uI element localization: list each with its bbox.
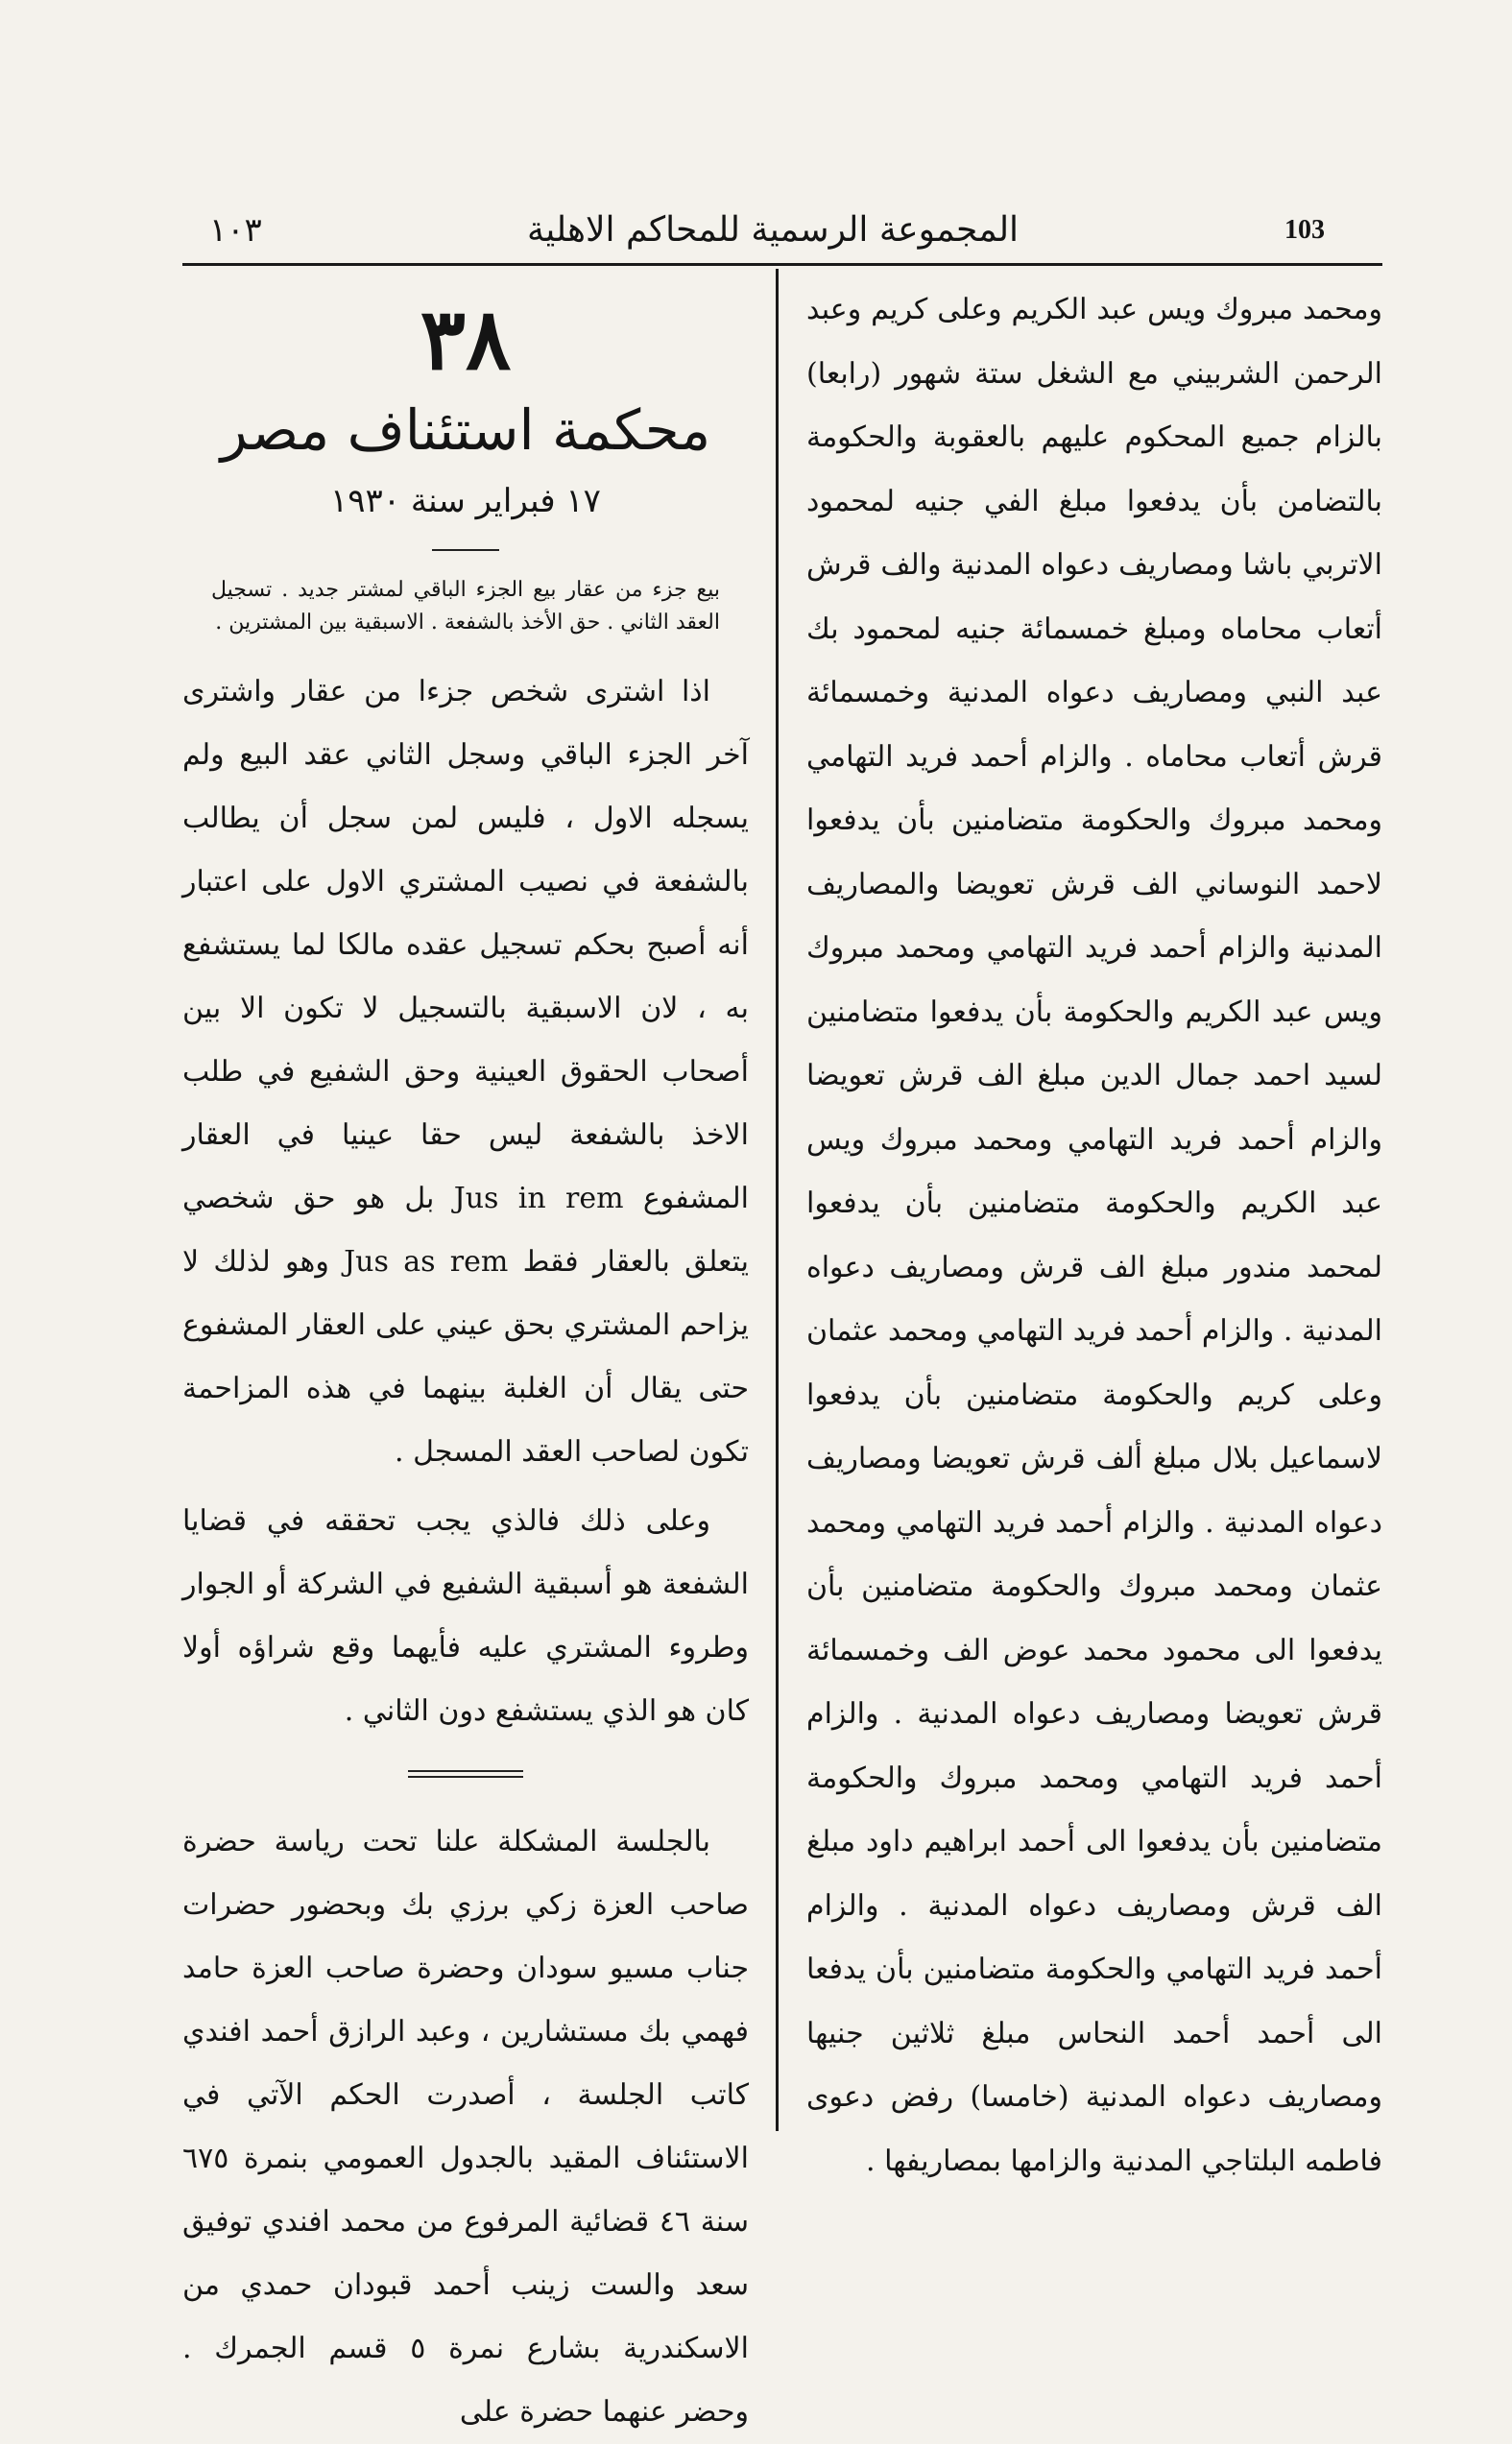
- legal-principle: [182, 660, 749, 1743]
- case-summary: بيع جزء من عقار بيع الجزء الباقي لمشتر جديد . تسجيل العقد الثاني . حق الأخذ بالشفعة . الاسبقية بين المشترين .: [211, 578, 720, 635]
- page-number-arabic: ١٠٣: [209, 211, 262, 250]
- judgment-paragraph: ومحمد مبروك ويس عبد الكريم وعلى كريم وعبد الرحمن الشربيني مع الشغل ستة شهور (رابعا) بالزام جميع المحكوم عليهم بالعقوبة والحكومة بالتضامن بأن يدفعوا مبلغ الفي جنيه لمحمود الاتربي باشا ومصاريف دعواه المدنية والف قرش أتعاب محاماه ومبلغ خمسمائة جنيه لمحمود بك عبد النبي ومصاريف دعواه المدنية وخمسمائة قرش أتعاب محاماه . والزام أحمد فريد التهامي ومحمد مبروك والحكومة متضامنين بأن يدفعوا لاحمد النوساني الف قرش تعويضا والمصاريف المدنية والزام أحمد فريد التهامي ومحمد مبروك ويس عبد الكريم والحكومة بأن يدفعوا متضامنين لسيد احمد جمال الدين مبلغ الف قرش تعويضا والزام أحمد فريد التهامي ومحمد مبروك ويس عبد الكريم والحكومة متضامنين بأن يدفعوا لمحمد مندور مبلغ الف قرش ومصاريف دعواه المدنية . والزام أحمد فريد التهامي ومحمد عثمان وعلى كريم والحكومة متضامنين بأن يدفعوا لاسماعيل بلال مبلغ ألف قرش تعويضا ومصاريف دعواه المدنية . والزام أحمد فريد التهامي ومحمد عثمان ومحمد مبروك والحكومة متضامنين بأن يدفعوا الى محمود محمد عوض الف وخمسمائة قرش تعويضا ومصاريف دعواه المدنية . والزام أحمد فريد التهامي ومحمد مبروك والحكومة متضامنين بأن يدفعوا الى أحمد ابراهيم داود مبلغ الف قرش ومصاريف دعواه المدنية . والزام أحمد فريد التهامي والحكومة متضامنين بأن يدفعا الى أحمد أحمد النحاس مبلغ ثلاثين جنيها ومصاريف دعواه المدنية (خامسا) رفض دعوى فاطمه البلتاجي المدنية والزامها بمصاريفها .: [806, 293, 1382, 2178]
- column-divider: [776, 269, 779, 2131]
- judgment-text: [806, 278, 1382, 2193]
- page-number: 103: [1284, 215, 1325, 245]
- session-record: [182, 1810, 749, 2444]
- court-name: محكمة استئناف مصر: [220, 397, 711, 463]
- principle-paragraph: وعلى ذلك فالذي يجب تحققه في قضايا الشفعة هو أسبقية الشفيع في الشركة أو الجوار وطروء المشتري عليه فأيهما وقع شراؤه أولا كان هو الذي يستشفع دون الثاني .: [182, 1504, 749, 1728]
- session-paragraph: بالجلسة المشكلة علنا تحت رياسة حضرة صاحب العزة زكي برزي بك وبحضور حضرات جناب مسيو سودان وحضرة صاحب العزة حامد فهمي بك مستشارين ، وعبد الرازق أحمد افندي كاتب الجلسة ، أصدرت الحكم الآتي في الاستئناف المقيد بالجدول العمومي بنمرة ٦٧٥ سنة ٤٦ قضائية المرفوع من محمد افندي توفيق سعد والست زينب أحمد قبودان حمدي من الاسكندرية بشارع نمرة ٥ قسم الجمرك . وحضر عنهما حضرة على: [182, 1825, 749, 2429]
- double-divider: [408, 1770, 523, 1778]
- left-column: [182, 278, 749, 2444]
- principle-paragraph: اذا اشترى شخص جزءا من عقار واشترى آخر الجزء الباقي وسجل الثاني عقد البيع ولم يسجله الاول ، فليس لمن سجل أن يطالب بالشفعة في نصيب المشتري الاول على اعتبار أنه أصبح بحكم تسجيل عقده مالكا لما يستشفع به ، لان الاسبقية بالتسجيل لا تكون الا بين أصحاب الحقوق العينية وحق الشفيع في طلب الاخذ بالشفعة ليس حقا عينيا في العقار المشفوع Jus in rem بل هو حق شخصي يتعلق بالعقار فقط Jus as rem وهو لذلك لا يزاحم المشتري بحق عيني على العقار المشفوع حتى يقال أن الغلبة بينهما في هذه المزاحمة تكون لصاحب العقد المسجل .: [182, 675, 749, 1469]
- short-divider: [432, 549, 499, 551]
- running-header: [163, 202, 1382, 259]
- right-column: [806, 278, 1382, 2193]
- case-number: ٣٨: [420, 289, 512, 389]
- journal-title: المجموعة الرسمية للمحاكم الاهلية: [526, 210, 1020, 250]
- header-rule: [182, 263, 1382, 266]
- judgment-date: ١٧ فبراير سنة ١٩٣٠: [330, 482, 601, 520]
